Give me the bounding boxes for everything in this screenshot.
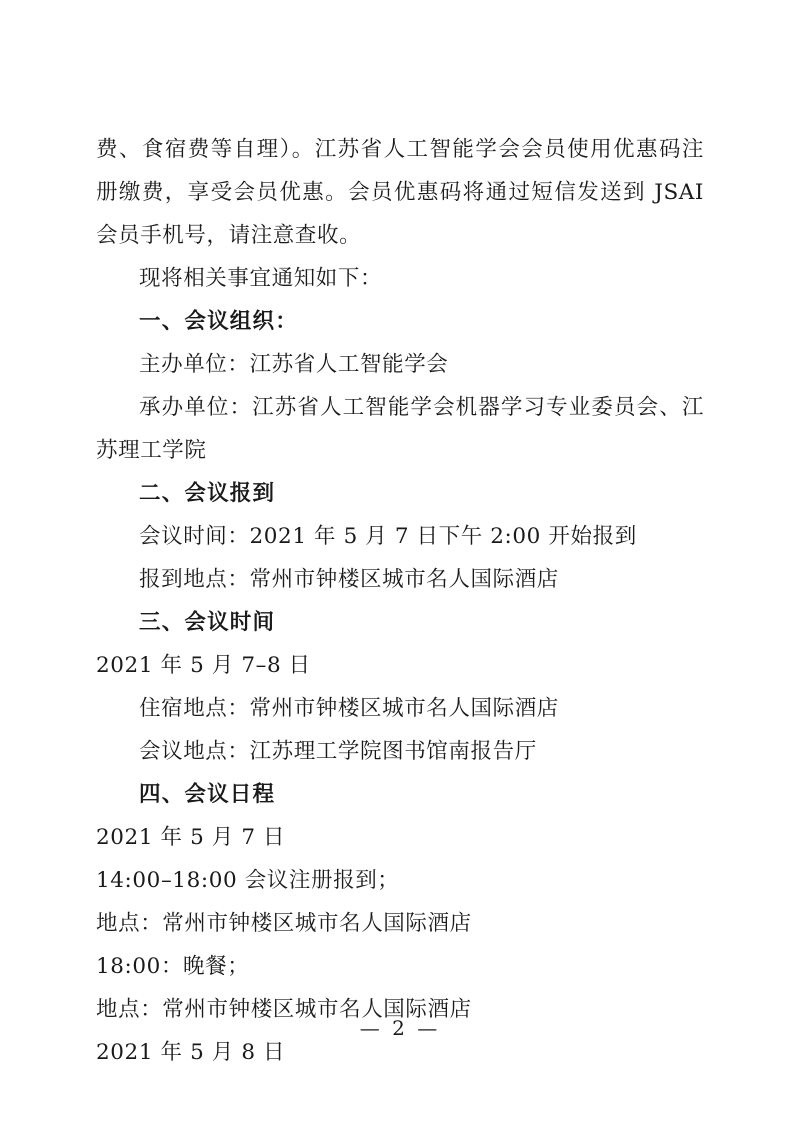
paragraph: 地点：常州市钟楼区城市名人国际酒店 — [96, 911, 472, 936]
paragraph: 主办单位：江苏省人工智能学会 — [139, 352, 449, 377]
page-number: — 2 — — [359, 1016, 441, 1040]
paragraph: 2021 年 5 月 7–8 日 — [96, 653, 311, 678]
paragraph: 14:00–18:00 会议注册报到； — [96, 868, 400, 893]
paragraph: 18:00：晚餐； — [96, 954, 250, 979]
paragraph: 2021 年 5 月 8 日 — [96, 1040, 286, 1065]
section-heading: 二、会议报到 — [139, 481, 276, 506]
paragraph: 费、食宿费等自理）。江苏省人工智能学会会员使用优惠码注册缴费，享受会员优惠。会员优惠码将通过短信发送到 JSAI 会员手机号，请注意查收。 — [96, 137, 712, 248]
paragraph: 会议时间：2021 年 5 月 7 日下午 2:00 开始报到 — [139, 524, 637, 549]
paragraph: 报到地点：常州市钟楼区城市名人国际酒店 — [139, 567, 559, 592]
paragraph: 现将相关事宜通知如下： — [139, 266, 383, 291]
paragraph: 2021 年 5 月 7 日 — [96, 825, 286, 850]
paragraph: 地点：常州市钟楼区城市名人国际酒店 — [96, 997, 472, 1022]
paragraph: 住宿地点：常州市钟楼区城市名人国际酒店 — [139, 696, 559, 721]
section-heading: 三、会议时间 — [139, 610, 276, 635]
document-body — [96, 128, 712, 1074]
paragraph: 会议地点：江苏理工学院图书馆南报告厅 — [139, 739, 537, 764]
paragraph: 承办单位：江苏省人工智能学会机器学习专业委员会、江苏理工学院 — [96, 395, 704, 463]
section-heading: 四、会议日程 — [139, 782, 276, 807]
section-heading: 一、会议组织： — [139, 309, 298, 334]
